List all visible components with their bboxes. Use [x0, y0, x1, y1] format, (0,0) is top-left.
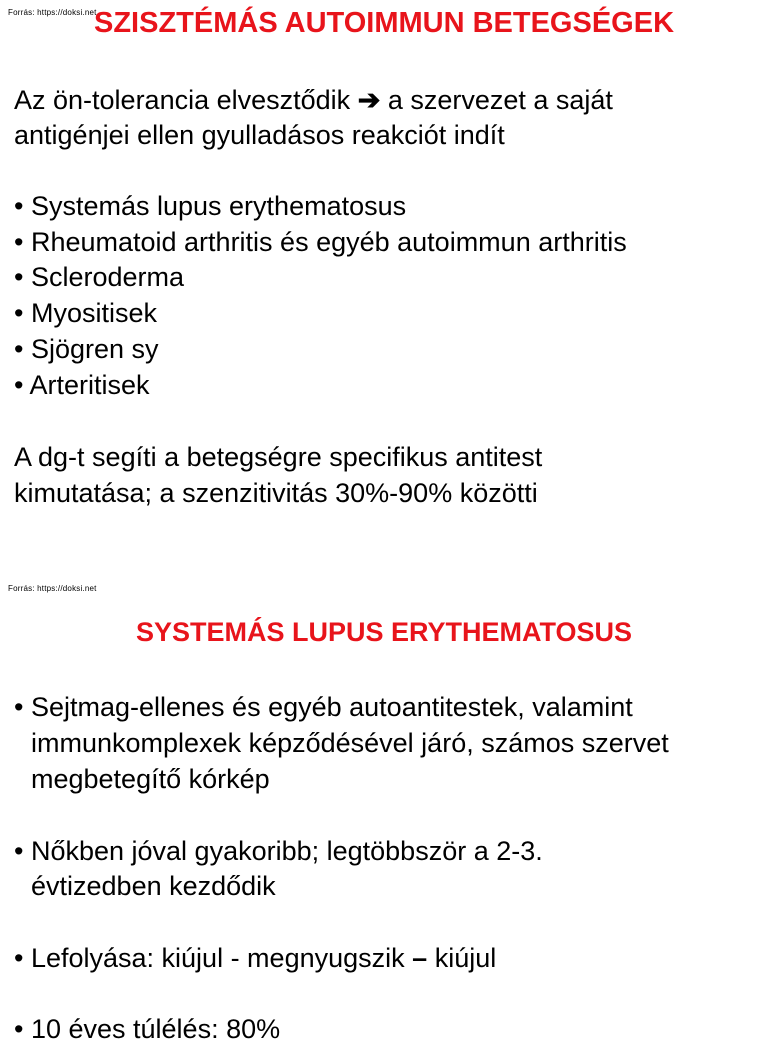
dash-separator: – [412, 943, 428, 973]
slide-title: SYSTEMÁS LUPUS ERYTHEMATOSUS [135, 617, 633, 647]
list-item: • Arteritisek [14, 370, 150, 400]
slide-title: SZISZTÉMÁS AUTOIMMUN BETEGSÉGEK [93, 7, 675, 39]
arrow-right-icon: ➔ [357, 85, 381, 115]
point-3-line [14, 940, 496, 976]
list-item: • Rheumatoid arthritis és egyéb autoimmun arthritis [14, 227, 627, 257]
source-label: Forrás: https://doksi.net [8, 584, 97, 593]
list-item: • Sjögren sy [14, 334, 159, 364]
list-item: • Myositisek [14, 298, 157, 328]
point-2-line-1: • Nőkben jóval gyakoribb; legtöbbször a 2-3. [14, 836, 543, 866]
point-1-line-3: megbetegítő kórkép [31, 764, 270, 794]
intro-line-2: antigénjei ellen gyulladásos reakciót indít [14, 120, 505, 150]
list-item: • Scleroderma [14, 262, 185, 292]
list-item: • Systemás lupus erythematosus [14, 191, 407, 221]
point-3-text-part-2: kiújul [434, 943, 497, 973]
point-1-line-1: • Sejtmag-ellenes és egyéb autoantitestek, valamint [14, 692, 633, 722]
point-4-line-partial: • 10 éves túlélés: 80% [14, 1014, 281, 1044]
point-3-text-part-1: • Lefolyása: kiújul - megnyugszik [14, 943, 405, 973]
point-1-line-2: immunkomplexek képződésével járó, számos szervet [31, 728, 669, 758]
diagnosis-line-2: kimutatása; a szenzitivitás 30%-90% közötti [14, 478, 538, 508]
source-label: Forrás: https://doksi.net [8, 8, 97, 17]
diagnosis-line-1: A dg-t segíti a betegségre specifikus antitest [14, 442, 543, 472]
intro-text-part-2: a szervezet a saját [387, 85, 613, 115]
intro-line-1 [14, 82, 613, 118]
intro-text-part-1: Az ön-tolerancia elvesztődik [14, 85, 351, 115]
point-2-line-2: évtizedben kezdődik [31, 871, 276, 901]
